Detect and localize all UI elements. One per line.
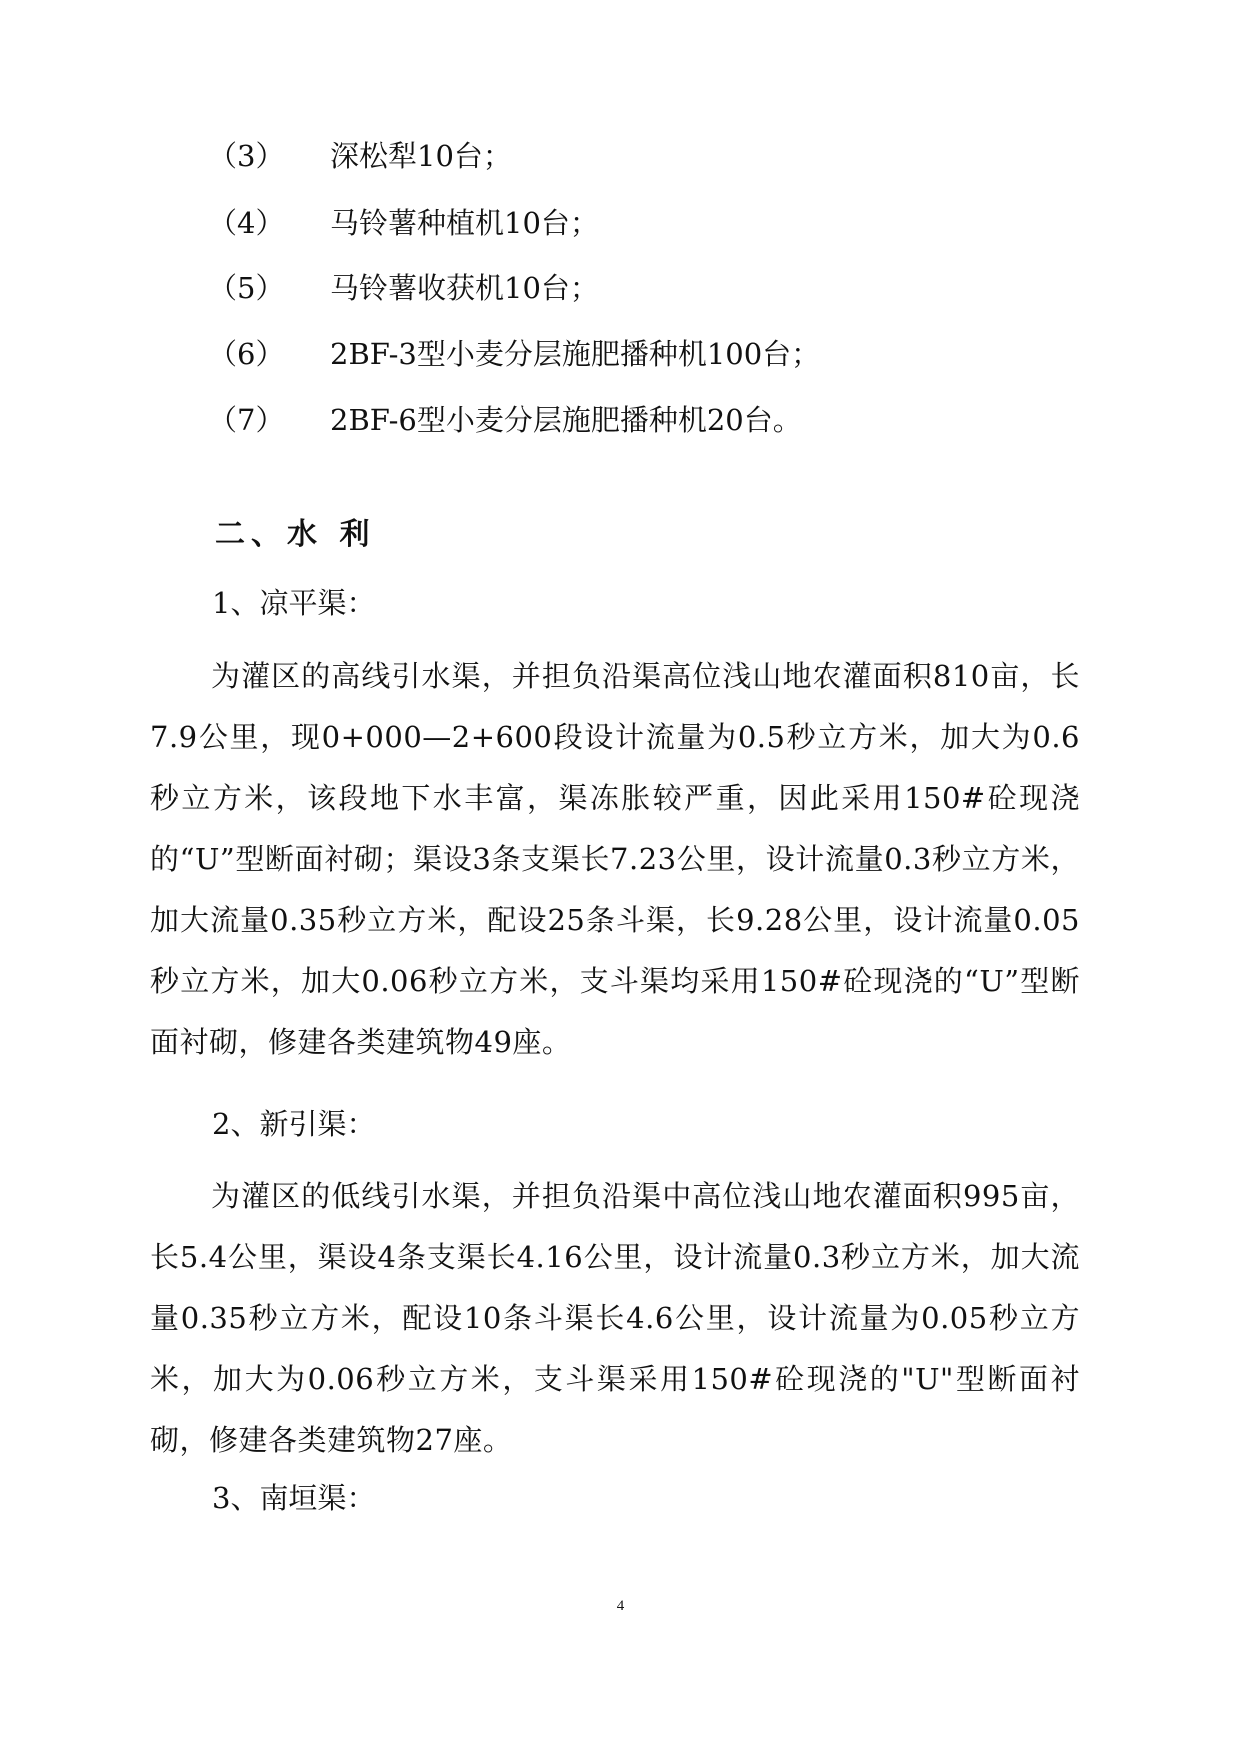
canal-description: 为灌区的高线引水渠，并担负沿渠高位浅山地农灌面积810亩，长7.9公里，现0+000—2+600段设计流量为0.5秒立方米，加大为0.6秒立方米，该段地下水丰富，渠冻胀较严重，因此采用150#砼现浇的“U”型断面衬砌；渠设3条支渠长7.23公里，设计流量0.3秒立方米，加大流量0.35秒立方米，配设25条斗渠，长9.28公里，设计流量0.05秒立方米，加大0.06秒立方米，支斗渠均采用150#砼现浇的“U”型断面衬砌，修建各类建筑物49座。 xyxy=(150,659,1080,1059)
list-item-number: （3） xyxy=(208,139,285,173)
list-item-number: （6） xyxy=(208,337,285,371)
list-item-number: （7） xyxy=(208,403,285,437)
list-item-text: 2BF-6型小麦分层施肥播种机20台。 xyxy=(330,403,802,437)
list-item-text: 2BF-3型小麦分层施肥播种机100台； xyxy=(330,337,821,371)
canal-description: 为灌区的低线引水渠，并担负沿渠中高位浅山地农灌面积995亩，长5.4公里，渠设4条支渠长4.16公里，设计流量0.3秒立方米，加大流量0.35秒立方米，配设10条斗渠长4.6公里，设计流量为0.05秒立方米，加大为0.06秒立方米，支斗渠采用150#砼现浇的"U"型断面衬砌，修建各类建筑物27座。 xyxy=(150,1179,1080,1457)
page-number: 4 xyxy=(616,1598,625,1614)
canal-title: 1、凉平渠： xyxy=(212,586,376,620)
canal-title: 2、新引渠： xyxy=(212,1107,376,1141)
section-heading: 二、水 利 xyxy=(215,517,376,552)
list-item-text: 深松犁10台； xyxy=(330,139,512,173)
list-item-number: （5） xyxy=(208,271,285,305)
list-item-number: （4） xyxy=(208,206,285,240)
list-item-text: 马铃薯收获机10台； xyxy=(330,271,599,305)
list-item-text: 马铃薯种植机10台； xyxy=(330,206,599,240)
canal-title: 3、南垣渠： xyxy=(212,1481,376,1515)
